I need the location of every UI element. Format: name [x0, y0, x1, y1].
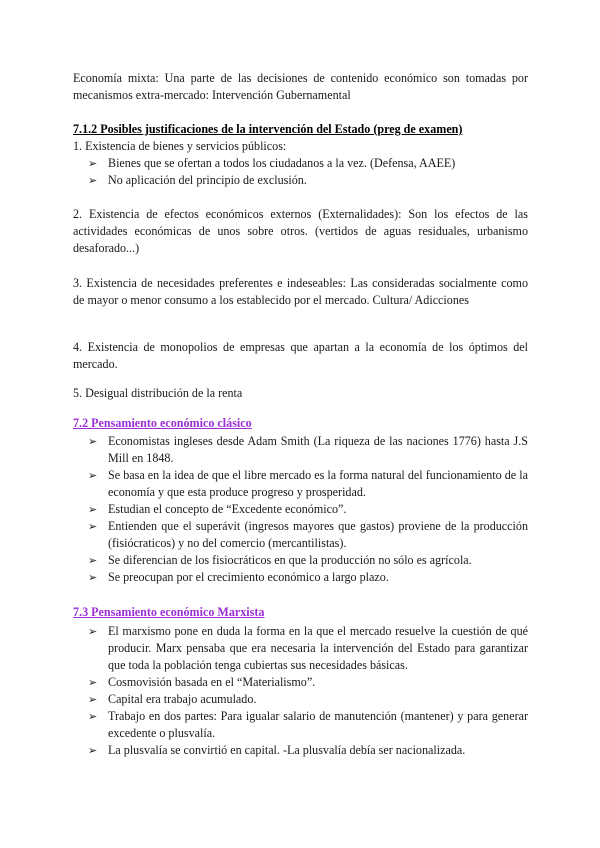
list-item: ➢ Entienden que el superávit (ingresos mayores que gastos) proviene de la producción (fisiócraticos) y no del comercio (mercantilistas).	[88, 519, 528, 550]
list-item: ➢ Estudian el concepto de “Excedente económico”.	[88, 502, 347, 516]
section-heading-intervencion: 7.1.2 Posibles justificaciones de la intervención del Estado (preg de examen)	[73, 122, 463, 136]
arrow-bullet-icon: ➢	[88, 503, 98, 516]
arrow-bullet-icon: ➢	[88, 676, 98, 689]
paragraph-monopolios: 4. Existencia de monopolios de empresas que apartan a la economía de los óptimos del mercado.	[73, 340, 528, 371]
bullet-list-clasico	[73, 433, 528, 586]
bullet-list-bienes-publicos	[73, 155, 528, 189]
arrow-bullet-icon: ➢	[88, 744, 98, 757]
arrow-bullet-icon: ➢	[88, 174, 98, 187]
arrow-bullet-icon: ➢	[88, 435, 98, 448]
paragraph-distribucion-renta: 5. Desigual distribución de la renta	[73, 386, 243, 400]
list-item: ➢ No aplicación del principio de exclusión.	[88, 173, 307, 187]
arrow-bullet-icon: ➢	[88, 571, 98, 584]
list-item: ➢ Capital era trabajo acumulado.	[88, 692, 257, 706]
list-item: ➢ Bienes que se ofertan a todos los ciudadanos a la vez. (Defensa, AAEE)	[88, 156, 456, 170]
paragraph-externalidades: 2. Existencia de efectos económicos externos (Externalidades): Son los efectos de las actividades económicas de unos sobre otros. (vertidos de aguas residuales, urbanismo desaforado...)	[73, 207, 528, 255]
list-item: ➢ Economistas ingleses desde Adam Smith (La riqueza de las naciones 1776) hasta J.S Mill en 1848.	[88, 434, 528, 465]
arrow-bullet-icon: ➢	[88, 710, 98, 723]
section-heading-clasico: 7.2 Pensamiento económico clásico	[73, 416, 252, 430]
list-item: ➢ Trabajo en dos partes: Para igualar salario de manutención (mantener) y para generar excedente o plusvalía.	[88, 709, 528, 740]
list-item: ➢ Se basa en la idea de que el libre mercado es la forma natural del funcionamiento de la economía y que esta produce progreso y prosperidad.	[88, 468, 528, 499]
list-item: ➢ La plusvalía se convirtió en capital. -La plusvalía debía ser nacionalizada.	[88, 743, 466, 757]
arrow-bullet-icon: ➢	[88, 469, 98, 482]
bullet-list-marxista	[73, 623, 528, 759]
arrow-bullet-icon: ➢	[88, 693, 98, 706]
arrow-bullet-icon: ➢	[88, 520, 98, 533]
paragraph-bienes-publicos: 1. Existencia de bienes y servicios públicos:	[73, 139, 287, 153]
arrow-bullet-icon: ➢	[88, 157, 98, 170]
arrow-bullet-icon: ➢	[88, 554, 98, 567]
paragraph-necesidades: 3. Existencia de necesidades preferentes e indeseables: Las consideradas socialmente como de mayor o menor consumo a los establecido por el mercado. Cultura/ Adicciones	[73, 276, 528, 307]
list-item: ➢ Cosmovisión basada en el “Materialismo”.	[88, 675, 316, 689]
list-item: ➢ El marxismo pone en duda la forma en la que el mercado resuelve la cuestión de qué producir. Marx pensaba que era necesaria la intervención del Estado para garantizar que toda la población tenga cubiertas sus necesidades básicas.	[88, 624, 528, 672]
list-item: ➢ Se preocupan por el crecimiento económico a largo plazo.	[88, 570, 389, 584]
section-heading-marxista: 7.3 Pensamiento económico Marxista	[73, 605, 265, 619]
arrow-bullet-icon: ➢	[88, 625, 98, 638]
intro-paragraph: Economía mixta: Una parte de las decisiones de contenido económico son tomadas por mecanismos extra-mercado: Intervención Gubernamental	[73, 71, 528, 102]
list-item: ➢ Se diferencian de los fisiocráticos en que la producción no sólo es agrícola.	[88, 553, 472, 567]
